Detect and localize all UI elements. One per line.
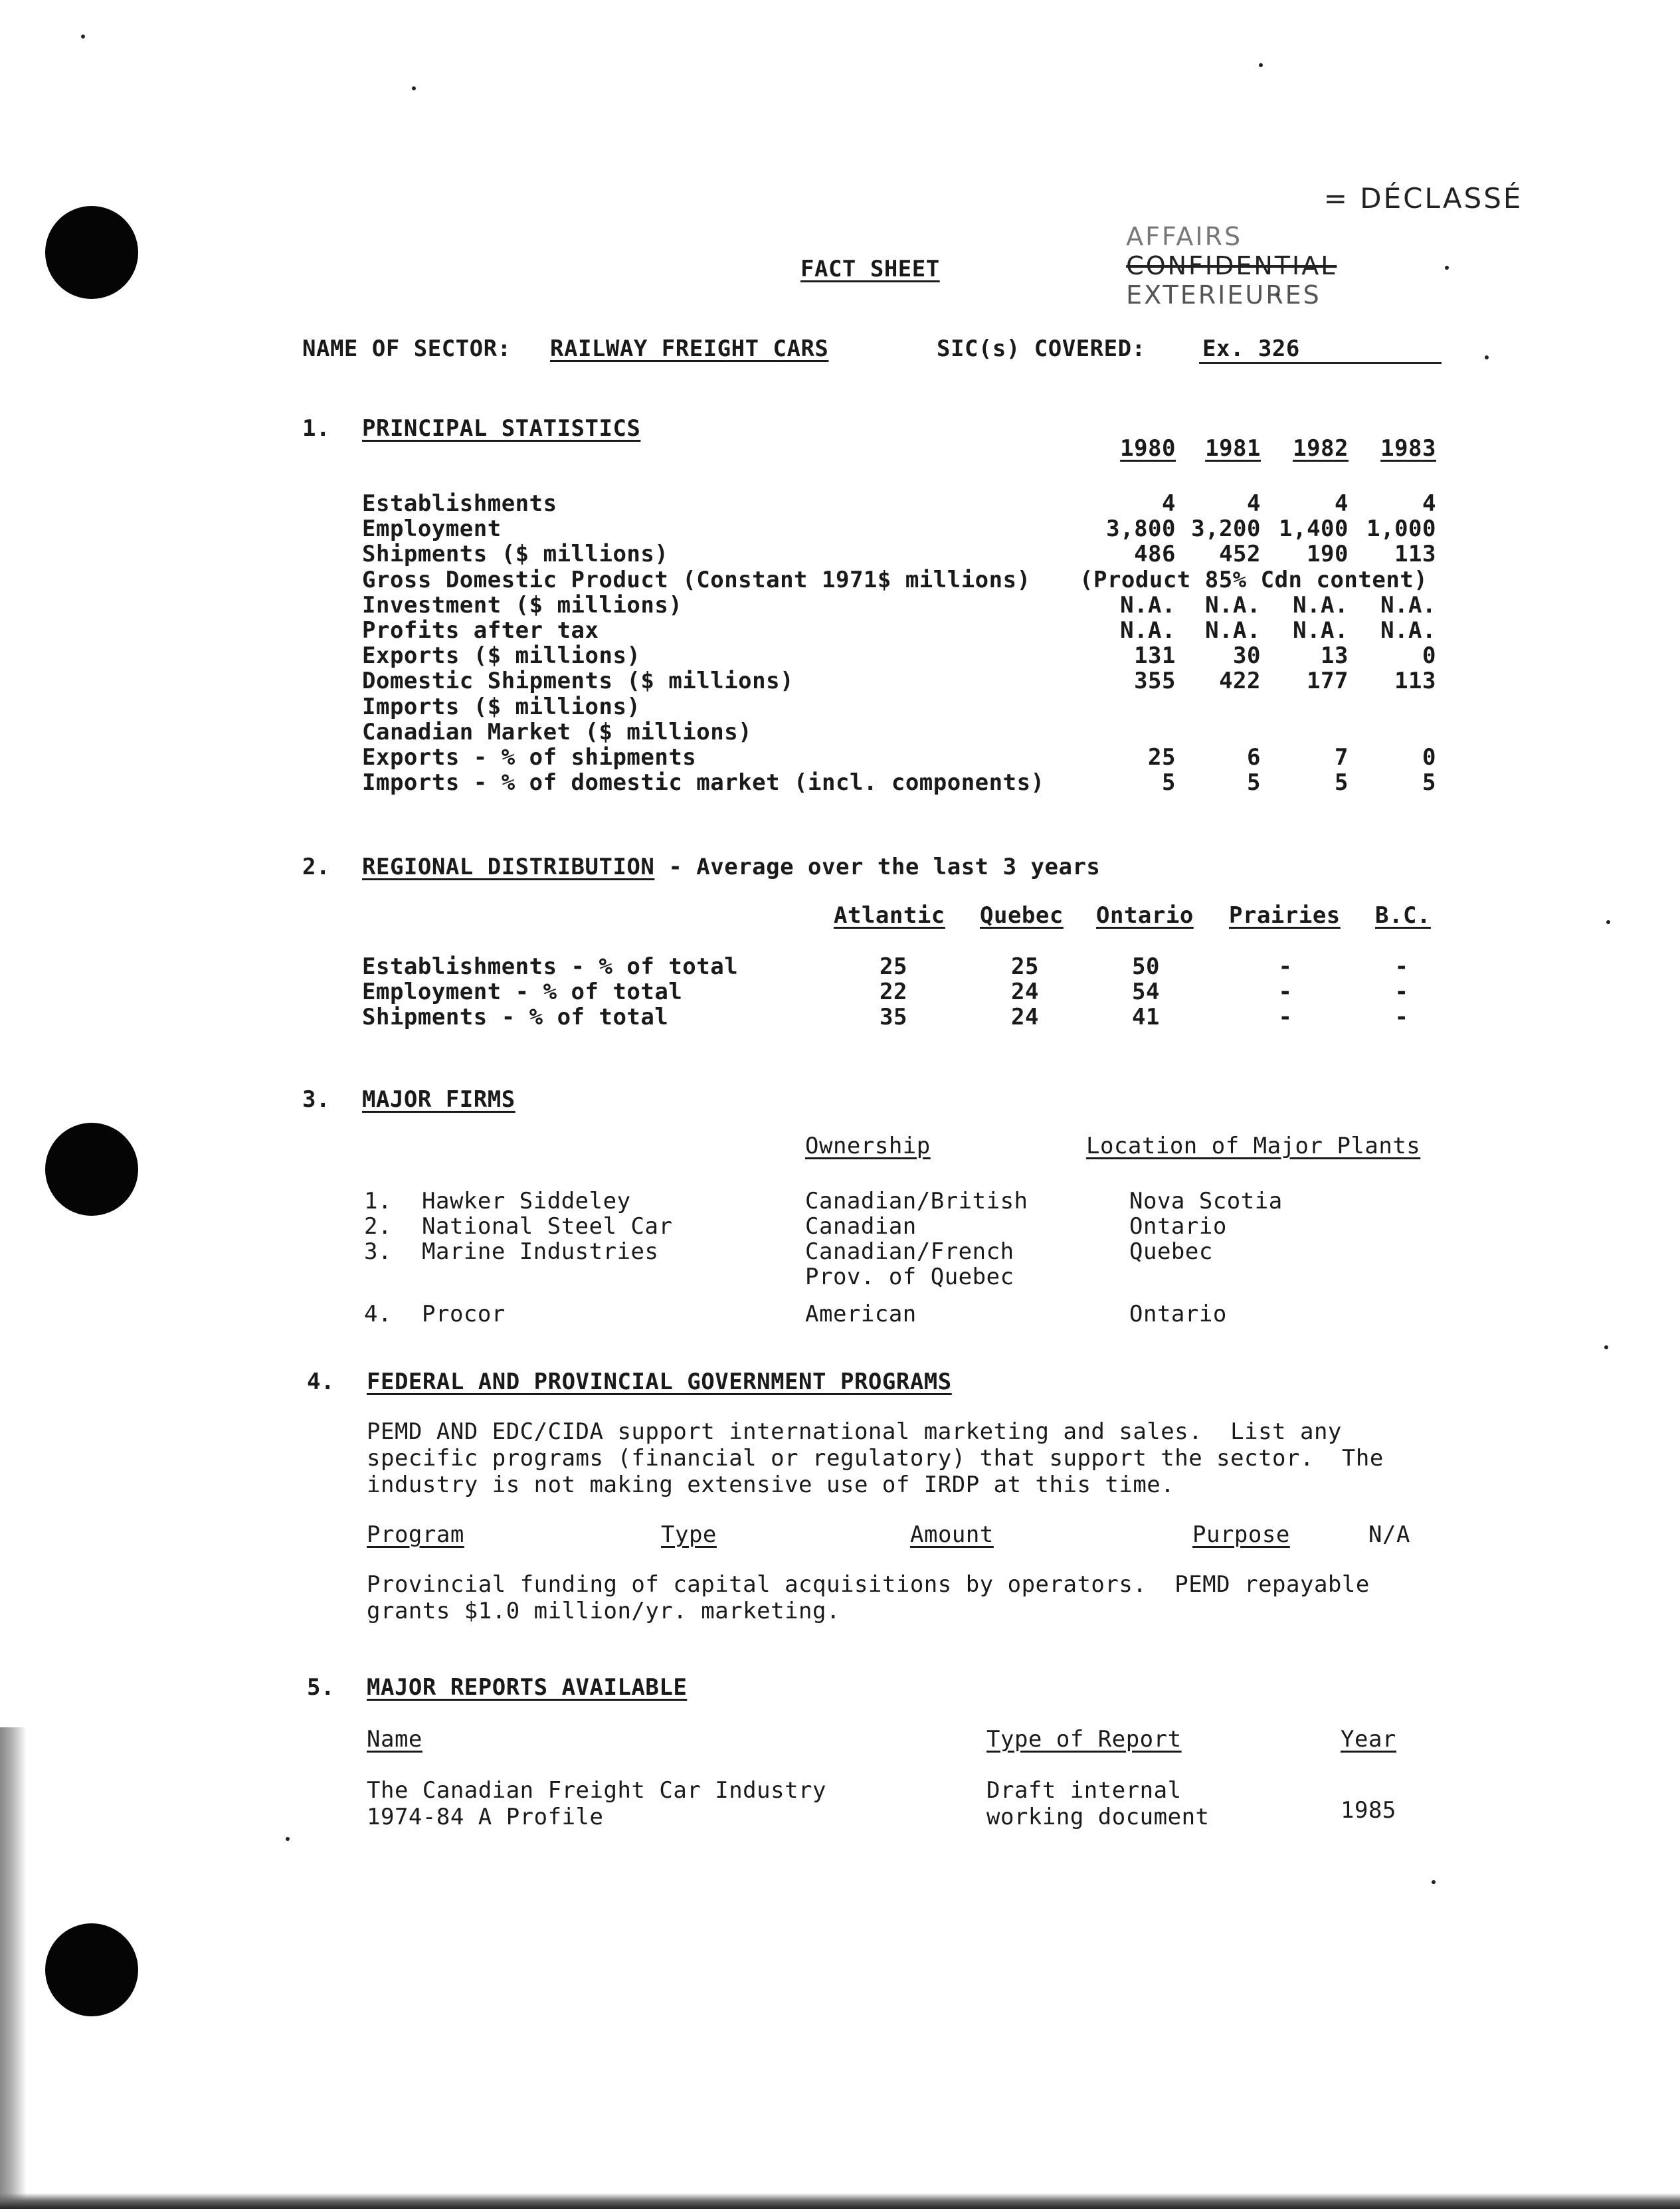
firm-location: Nova Scotia [1129, 1188, 1283, 1214]
sector-value: RAILWAY FREIGHT CARS [550, 336, 829, 362]
section4-para-line1: PEMD AND EDC/CIDA support international marketing and sales. List any [367, 1418, 1342, 1445]
sector-label: NAME OF SECTOR: [302, 336, 512, 362]
stamp-confidential: CONFIDENTIAL [1126, 251, 1337, 280]
region-value: 24 [1011, 1004, 1039, 1030]
stamp-exterieures: EXTERIEURES [1126, 280, 1321, 310]
region-value: 50 [1132, 953, 1160, 980]
stat-value: 30 [1233, 642, 1261, 670]
stat-value: 131 [1134, 642, 1176, 670]
scan-speck [1606, 920, 1610, 924]
firm-ownership: American [805, 1301, 917, 1327]
stat-value: 1,400 [1279, 516, 1349, 543]
stat-label: Shipments ($ millions) [362, 541, 669, 568]
stat-label: Domestic Shipments ($ millions) [362, 668, 794, 695]
section2-number: 2. [302, 854, 330, 880]
binder-hole-bottom [45, 1923, 138, 2016]
stat-value: 4 [1247, 490, 1261, 517]
stat-value: 3,200 [1191, 516, 1261, 543]
scan-speck [1432, 1880, 1436, 1884]
firm-ownership: Canadian/French [805, 1238, 1014, 1265]
scan-speck [1604, 1345, 1608, 1349]
region-value: - [1394, 1004, 1409, 1030]
firm-location: Ontario [1129, 1213, 1227, 1240]
stat-value: 4 [1335, 490, 1349, 517]
firm-ownership-detail: Prov. of Quebec [805, 1264, 1014, 1290]
sic-label: SIC(s) COVERED: [937, 336, 1146, 362]
report-name-line1: The Canadian Freight Car Industry [367, 1777, 827, 1804]
stamp-line1: = DÉCLASSÉ [1323, 182, 1523, 215]
stat-value: 486 [1134, 541, 1176, 568]
region-header: B.C. [1375, 902, 1431, 929]
firm-location: Ontario [1129, 1301, 1227, 1327]
stat-value: N.A. [1380, 591, 1436, 619]
col-program: Program [367, 1521, 464, 1548]
stat-label: Imports - % of domestic market (incl. components) [362, 769, 1045, 797]
section3-heading: MAJOR FIRMS [362, 1086, 515, 1113]
scan-speck [286, 1837, 290, 1841]
sic-value: Ex. 326 [1202, 336, 1300, 362]
stat-label: Establishments [362, 490, 557, 517]
stat-value: N.A. [1205, 591, 1261, 619]
report-name-line2: 1974-84 A Profile [367, 1804, 604, 1830]
scan-speck [1445, 266, 1449, 270]
stat-label: Investment ($ millions) [362, 591, 683, 619]
region-value: - [1278, 979, 1293, 1005]
stat-value: 1,000 [1366, 516, 1436, 543]
stat-value: 113 [1394, 668, 1436, 695]
year-header: 1982 [1293, 435, 1349, 462]
col-report-year: Year [1341, 1726, 1396, 1753]
declassified-stamp-line2 [1106, 193, 1337, 310]
stat-value: 177 [1307, 668, 1349, 695]
stat-value: 113 [1394, 541, 1436, 568]
scan-edge-left [0, 1727, 27, 2209]
report-type-line2: working document [986, 1804, 1210, 1830]
col-type: Type [661, 1521, 717, 1548]
region-value: - [1394, 953, 1409, 980]
programs-na: N/A [1368, 1521, 1410, 1548]
stat-label: Exports ($ millions) [362, 642, 641, 670]
stat-label: Employment [362, 516, 502, 543]
stat-value: 0 [1422, 744, 1436, 771]
scan-speck [1485, 355, 1489, 359]
firm-ownership: Canadian/British [805, 1188, 1028, 1214]
firm-number: 2. [364, 1213, 392, 1240]
section2-heading-suffix: - Average over the last 3 years [654, 854, 1101, 880]
firm-number: 4. [364, 1301, 392, 1327]
stat-value: N.A. [1205, 617, 1261, 644]
region-value: - [1394, 979, 1409, 1005]
region-row-label: Shipments - % of total [362, 1004, 669, 1030]
section3-number: 3. [302, 1086, 330, 1113]
stat-value: 422 [1219, 668, 1261, 695]
section5-heading: MAJOR REPORTS AVAILABLE [367, 1674, 688, 1701]
firm-number: 3. [364, 1238, 392, 1265]
sic-underline [1199, 362, 1442, 364]
region-header: Atlantic [834, 902, 945, 929]
stat-label: Canadian Market ($ millions) [362, 718, 753, 745]
scan-speck [81, 35, 85, 39]
region-header: Prairies [1229, 902, 1341, 929]
region-value: 22 [880, 979, 907, 1005]
stat-value: 25 [1148, 744, 1176, 771]
firm-ownership: Canadian [805, 1213, 917, 1240]
scan-speck [412, 86, 416, 90]
stat-label: Exports - % of shipments [362, 744, 697, 771]
stat-value: 5 [1335, 769, 1349, 797]
region-row-label: Establishments - % of total [362, 953, 739, 980]
stat-note: (Product 85% Cdn content) [1079, 566, 1428, 593]
stat-label: Profits after tax [362, 617, 599, 644]
binder-hole-top [45, 206, 138, 299]
stat-value: 190 [1307, 541, 1349, 568]
firm-location: Quebec [1129, 1238, 1213, 1265]
section4-para-line3: industry is not making extensive use of IRDP at this time. [367, 1472, 1175, 1498]
section2-heading: REGIONAL DISTRIBUTION [362, 854, 655, 880]
col-purpose: Purpose [1192, 1521, 1290, 1548]
col-report-type: Type of Report [986, 1726, 1182, 1753]
year-header: 1981 [1205, 435, 1261, 462]
stat-value: 13 [1321, 642, 1349, 670]
region-value: 25 [1011, 953, 1039, 980]
stat-value: 0 [1422, 642, 1436, 670]
region-value: - [1278, 953, 1293, 980]
year-header: 1983 [1380, 435, 1436, 462]
stat-value: 5 [1422, 769, 1436, 797]
col-location: Location of Major Plants [1086, 1133, 1421, 1159]
stat-value: 7 [1335, 744, 1349, 771]
stat-value: N.A. [1380, 617, 1436, 644]
region-value: 25 [880, 953, 907, 980]
binder-hole-middle [45, 1123, 138, 1216]
section4-note-line1: Provincial funding of capital acquisitions by operators. PEMD repayable [367, 1571, 1370, 1598]
region-value: 35 [880, 1004, 907, 1030]
section4-note-line2: grants $1.0 million/yr. marketing. [367, 1598, 840, 1624]
stat-value: N.A. [1293, 617, 1349, 644]
region-value: 41 [1132, 1004, 1160, 1030]
region-header: Quebec [980, 902, 1064, 929]
scan-edge-bottom [0, 2193, 1680, 2209]
scan-speck [1259, 63, 1263, 67]
stat-label: Gross Domestic Product (Constant 1971$ millions) [362, 566, 1031, 593]
stat-value: 5 [1247, 769, 1261, 797]
stat-value: N.A. [1120, 617, 1176, 644]
section1-heading: PRINCIPAL STATISTICS [362, 415, 641, 442]
stat-value: 355 [1134, 668, 1176, 695]
stat-value: 452 [1219, 541, 1261, 568]
firm-name: National Steel Car [422, 1213, 673, 1240]
stat-value: 6 [1247, 744, 1261, 771]
stat-value: N.A. [1120, 591, 1176, 619]
section4-para-line2: specific programs (financial or regulatory) that support the sector. The [367, 1445, 1384, 1472]
firm-name: Hawker Siddeley [422, 1188, 631, 1214]
section4-number: 4. [307, 1369, 335, 1395]
page-title: FACT SHEET [800, 256, 940, 282]
stamp-affairs: AFFAIRS [1126, 222, 1243, 251]
section1-number: 1. [302, 415, 330, 442]
stat-value: 4 [1162, 490, 1176, 517]
region-row-label: Employment - % of total [362, 979, 683, 1005]
region-value: 24 [1011, 979, 1039, 1005]
report-type-line1: Draft internal [986, 1777, 1182, 1804]
section5-number: 5. [307, 1674, 335, 1701]
stat-label: Imports ($ millions) [362, 693, 641, 720]
stat-value: 5 [1162, 769, 1176, 797]
firm-name: Marine Industries [422, 1238, 659, 1265]
section4-heading: FEDERAL AND PROVINCIAL GOVERNMENT PROGRAMS [367, 1369, 952, 1395]
stat-value: N.A. [1293, 591, 1349, 619]
region-value: - [1278, 1004, 1293, 1030]
section2-heading-wrap [362, 854, 1100, 880]
stat-value: 3,800 [1106, 516, 1176, 543]
firm-name: Procor [422, 1301, 506, 1327]
col-amount: Amount [910, 1521, 994, 1548]
stat-value: 4 [1422, 490, 1436, 517]
region-header: Ontario [1096, 902, 1194, 929]
year-header: 1980 [1120, 435, 1176, 462]
firm-number: 1. [364, 1188, 392, 1214]
col-report-name: Name [367, 1726, 422, 1753]
report-year: 1985 [1341, 1797, 1396, 1824]
col-ownership: Ownership [805, 1133, 931, 1159]
region-value: 54 [1132, 979, 1160, 1005]
